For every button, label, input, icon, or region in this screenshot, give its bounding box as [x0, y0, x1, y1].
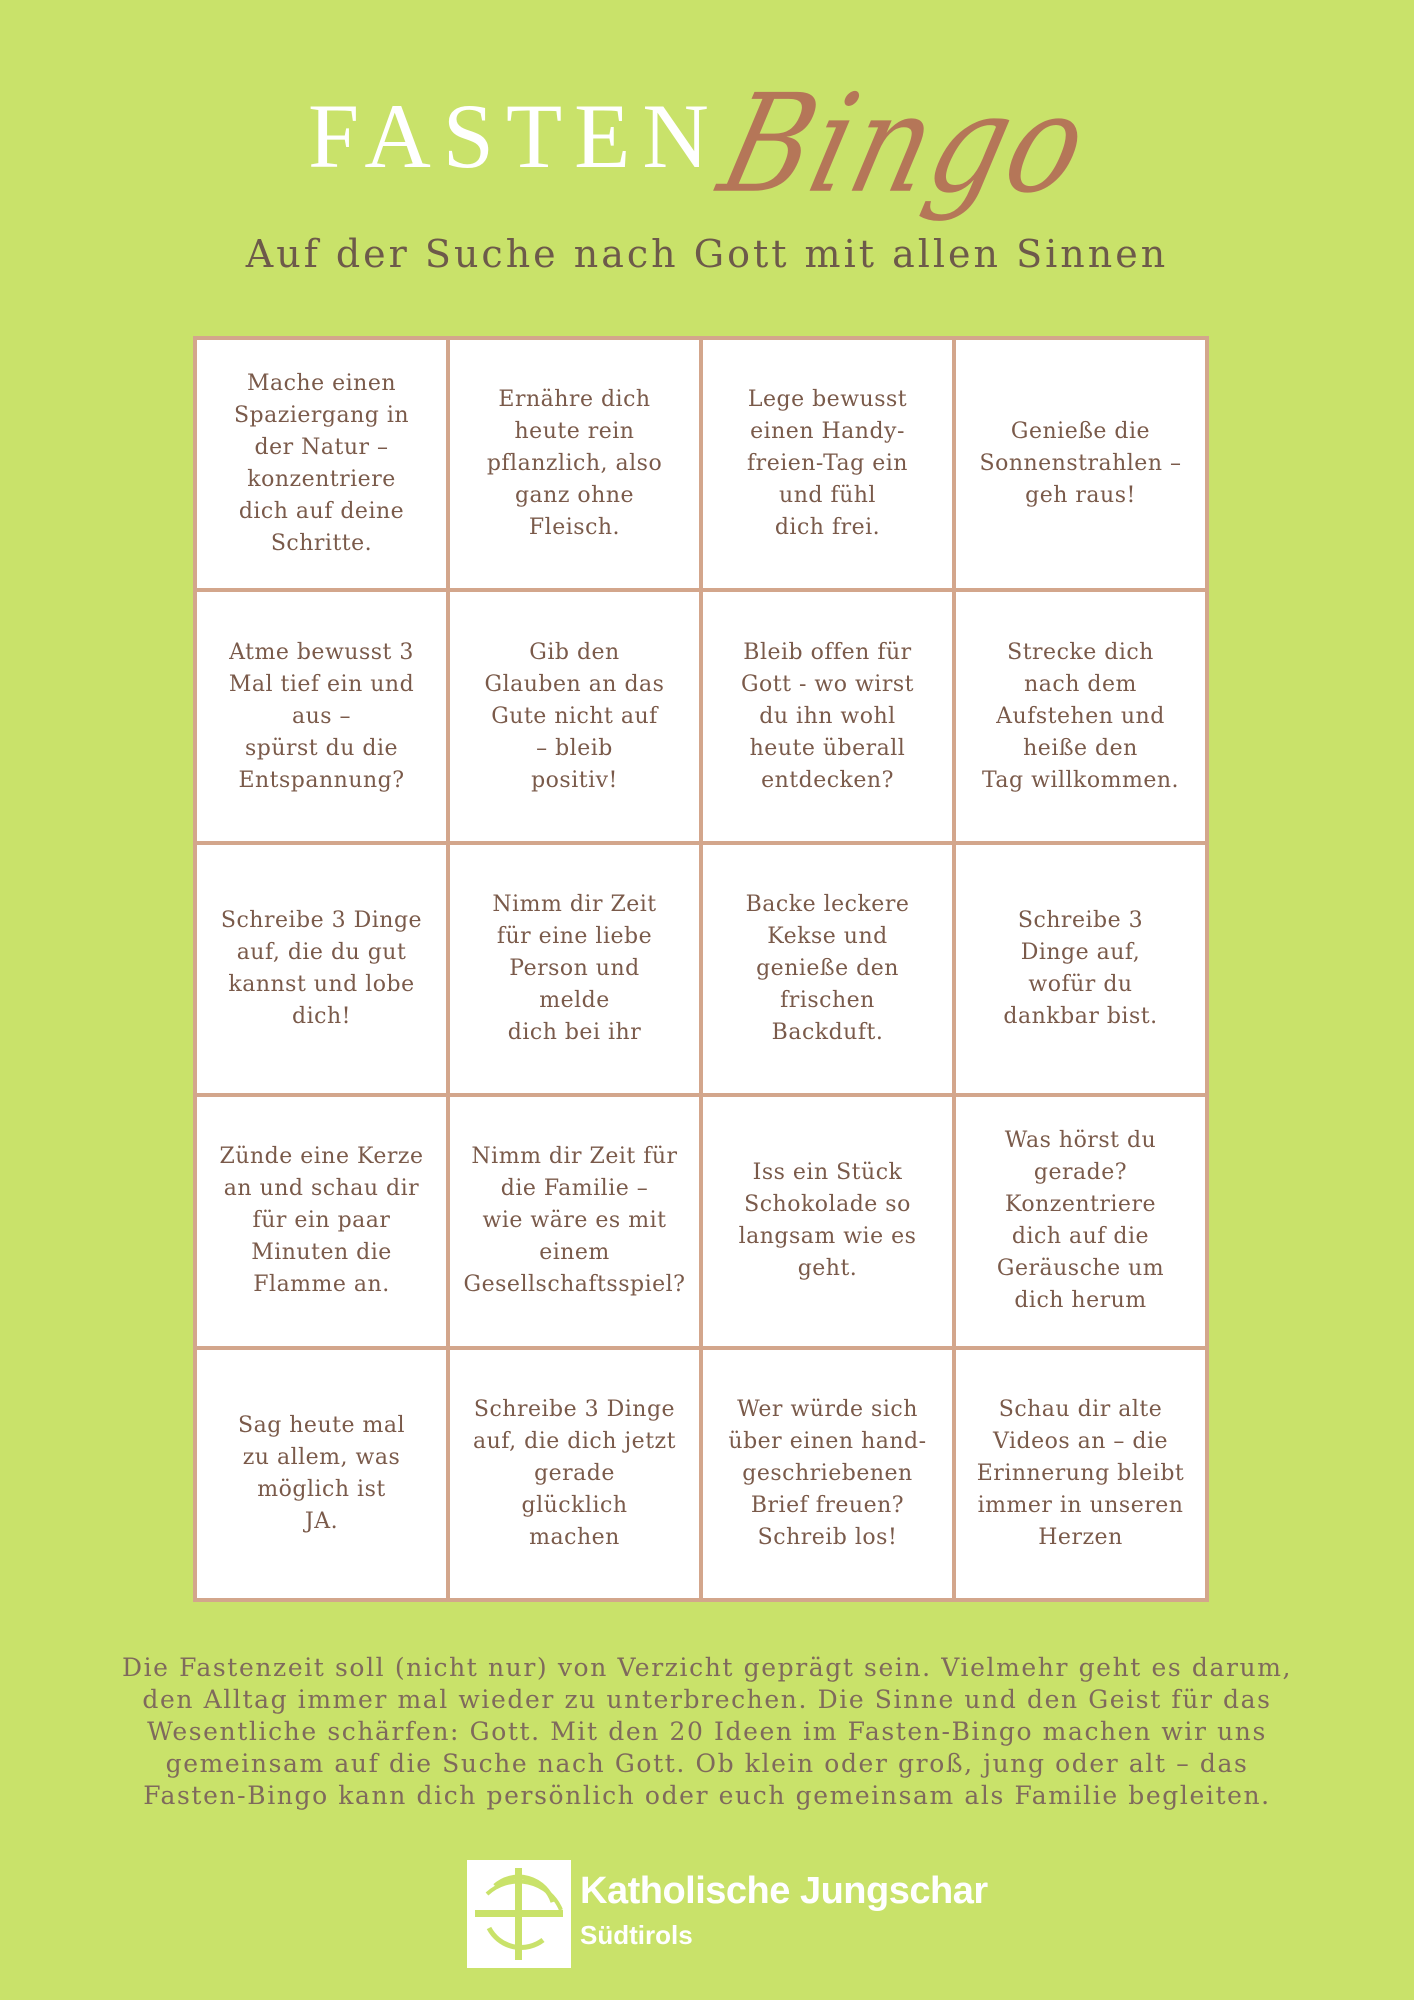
bingo-cell: Sag heute mal zu allem, was möglich ist JA. [197, 1350, 446, 1598]
bingo-cell: Atme bewusst 3 Mal tief ein und aus – spürst du die Entspannung? [197, 592, 446, 840]
bingo-cell: Schreibe 3 Dinge auf, wofür du dankbar bist. [956, 845, 1205, 1093]
bingo-cell: Schreibe 3 Dinge auf, die du gut kannst und lobe dich! [197, 845, 446, 1093]
bingo-cell: Iss ein Stück Schokolade so langsam wie es geht. [703, 1097, 952, 1345]
bingo-grid [193, 336, 1209, 1602]
logo-name: Katholische Jungschar [580, 1870, 988, 1912]
bingo-cell: Gib den Glauben an das Gute nicht auf – bleib positiv! [450, 592, 699, 840]
bingo-cell: Backe leckere Kekse und genieße den frischen Backduft. [703, 845, 952, 1093]
organization-logo [465, 1858, 988, 1970]
title-row [0, 64, 1414, 240]
bingo-cell: Was hörst du gerade? Konzentriere dich auf die Geräusche um dich herum [956, 1097, 1205, 1345]
bingo-cell: Ernähre dich heute rein pflanzlich, also ganz ohne Fleisch. [450, 340, 699, 588]
bingo-cell: Genieße die Sonnenstrahlen – geh raus! [956, 340, 1205, 588]
bingo-cell: Nimm dir Zeit für eine liebe Person und melde dich bei ihr [450, 845, 699, 1093]
bingo-cell: Schau dir alte Videos an – die Erinnerung bleibt immer in unseren Herzen [956, 1350, 1205, 1598]
page-title: FASTEN [308, 85, 721, 187]
bingo-cell: Lege bewusst einen Handy- freien-Tag ein und fühl dich frei. [703, 340, 952, 588]
bingo-cell: Strecke dich nach dem Aufstehen und heiße den Tag willkommen. [956, 592, 1205, 840]
bingo-cell: Mache einen Spaziergang in der Natur – konzentriere dich auf deine Schritte. [197, 340, 446, 588]
bingo-cell: Zünde eine Kerze an und schau dir für ein paar Minuten die Flamme an. [197, 1097, 446, 1345]
footer-description: Die Fastenzeit soll (nicht nur) von Verzicht geprägt sein. Vielmehr geht es darum, den Alltag immer mal wieder zu unterbrechen. Die Sinne und den Geist für das Wesentliche schärfen: Gott. Mit den 20 Ideen im Fasten-Bingo machen wir uns gemeinsam auf die Suche nach Gott. Ob klein oder groß, jung oder alt – das Fasten-Bingo kann dich persönlich oder euch gemeinsam als Familie begleiten. [121, 1653, 1293, 1810]
logo-subtitle: Südtirols [580, 1920, 693, 1950]
jungschar-logo-icon [465, 1858, 573, 1970]
bingo-cell: Nimm dir Zeit für die Familie – wie wäre es mit einem Gesellschaftsspiel? [450, 1097, 699, 1345]
bingo-cell: Bleib offen für Gott - wo wirst du ihn wohl heute überall entdecken? [703, 592, 952, 840]
bingo-cell: Schreibe 3 Dinge auf, die dich jetzt gerade glücklich machen [450, 1350, 699, 1598]
bingo-cell: Wer würde sich über einen hand- geschriebenen Brief freuen? Schreib los! [703, 1350, 952, 1598]
page-subtitle: Auf der Suche nach Gott mit allen Sinnen [245, 232, 1169, 276]
page-title-script: Bingo [706, 64, 1104, 223]
